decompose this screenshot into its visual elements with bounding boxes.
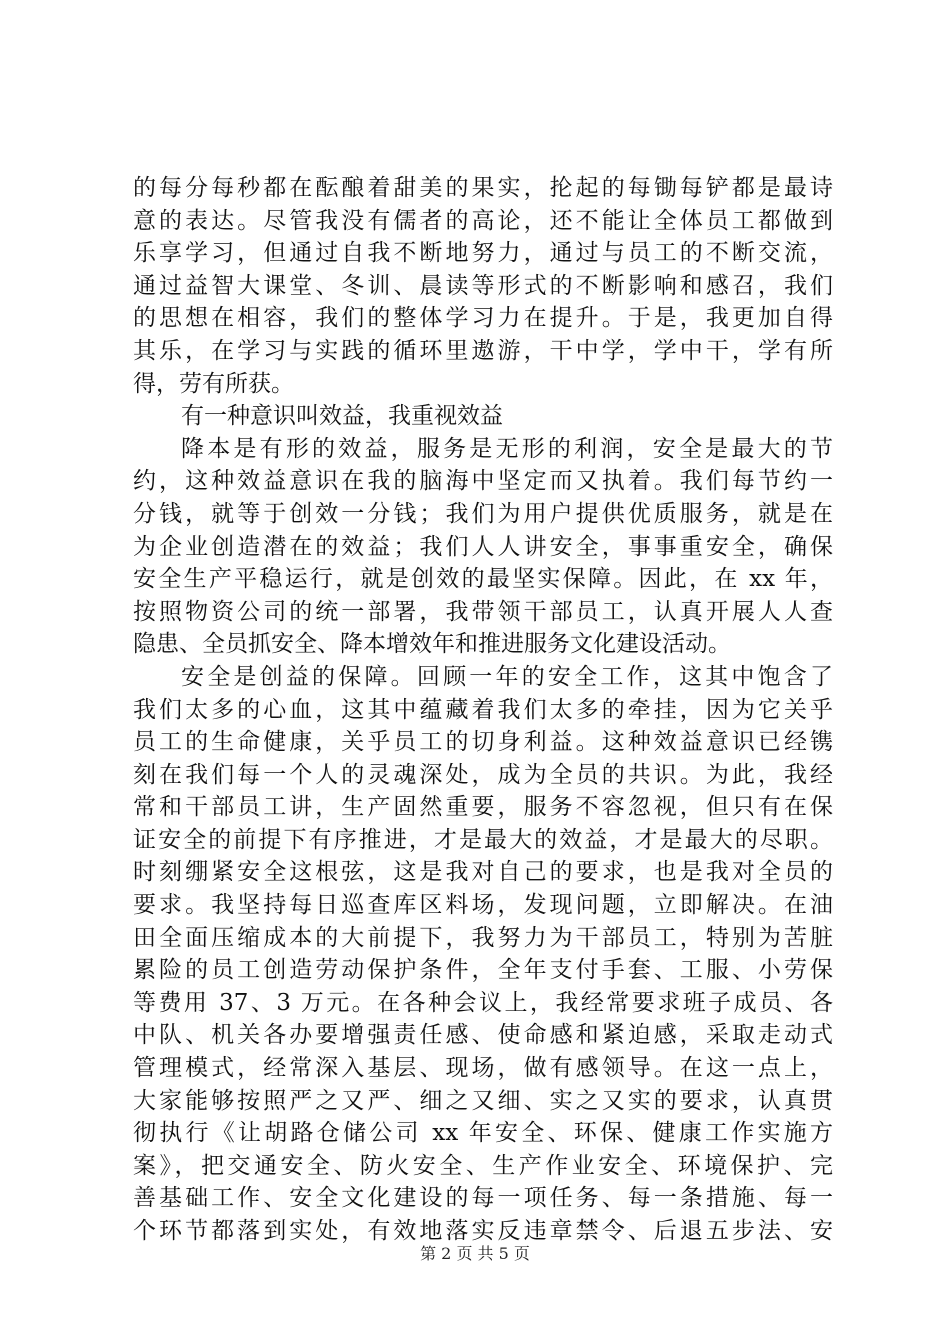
text-line: 善基础工作、安全文化建设的每一项任务、每一条措施、每一 — [133, 1185, 833, 1212]
text-line: 其乐，在学习与实践的循环里遨游，干中学，学中干，学有所 — [133, 337, 833, 364]
text-line: 大家能够按照严之又严、细之又细、实之又实的要求，认真贯 — [133, 1087, 833, 1114]
text-line: 员工的生命健康，关乎员工的切身利益。这种效益意识已经镌 — [133, 729, 833, 756]
text-line: 有一种意识叫效益，我重视效益 — [181, 403, 503, 430]
text-line: 降本是有形的效益，服务是无形的利润，安全是最大的节 — [181, 435, 833, 462]
text-line: 累险的员工创造劳动保护条件，全年支付手套、工服、小劳保 — [133, 957, 833, 984]
page-footer: 第 2 页 共 5 页 — [420, 1244, 530, 1263]
text-line: 安全生产平稳运行，就是创效的最坚实保障。因此，在 xx 年， — [133, 566, 833, 593]
text-line: 按照物资公司的统一部署，我带领干部员工，认真开展人人查 — [133, 598, 833, 625]
text-line: 个环节都落到实处，有效地落实反违章禁令、后退五步法、安 — [133, 1218, 833, 1244]
text-line: 田全面压缩成本的大前提下，我努力为干部员工，特别为苦脏 — [133, 924, 833, 951]
text-line: 为企业创造潜在的效益；我们人人讲安全，事事重安全，确保 — [133, 533, 833, 560]
text-line: 隐患、全员抓安全、降本增效年和推进服务文化建设活动。 — [133, 631, 731, 658]
text-line: 刻在我们每一个人的灵魂深处，成为全员的共识。为此，我经 — [133, 761, 833, 788]
text-line: 乐享学习，但通过自我不断地努力，通过与员工的不断交流， — [133, 240, 833, 267]
text-line: 要求。我坚持每日巡查库区料场，发现问题，立即解决。在油 — [133, 892, 833, 919]
text-line: 安全是创益的保障。回顾一年的安全工作，这其中饱含了 — [181, 663, 833, 690]
text-line: 约，这种效益意识在我的脑海中坚定而又执着。我们每节约一 — [133, 468, 833, 495]
text-line: 通过益智大课堂、冬训、晨读等形式的不断影响和感召，我们 — [133, 272, 833, 299]
text-line: 分钱，就等于创效一分钱；我们为用户提供优质服务，就是在 — [133, 500, 833, 527]
text-line: 彻执行《让胡路仓储公司 xx 年安全、环保、健康工作实施方 — [133, 1120, 833, 1147]
text-line: 等费用 37、3 万元。在各种会议上，我经常要求班子成员、各 — [133, 989, 833, 1016]
text-line: 我们太多的心血，这其中蕴藏着我们太多的牵挂，因为它关乎 — [133, 696, 833, 723]
text-line: 中队、机关各办要增强责任感、使命感和紧迫感，采取走动式 — [133, 1022, 833, 1049]
text-line: 意的表达。尽管我没有儒者的高论，还不能让全体员工都做到 — [133, 207, 833, 234]
text-line: 案》，把交通安全、防火安全、生产作业安全、环境保护、完 — [133, 1152, 833, 1179]
text-line: 的思想在相容，我们的整体学习力在提升。于是，我更加自得 — [133, 305, 833, 332]
body-text — [133, 172, 833, 1248]
text-line: 管理模式，经常深入基层、现场，做有感领导。在这一点上， — [133, 1055, 833, 1082]
text-line: 常和干部员工讲，生产固然重要，服务不容忽视，但只有在保 — [133, 794, 833, 821]
text-line: 时刻绷紧安全这根弦，这是我对自己的要求，也是我对全员的 — [133, 859, 833, 886]
text-line: 得，劳有所获。 — [133, 370, 294, 397]
text-line: 证安全的前提下有序推进，才是最大的效益，才是最大的尽职。 — [133, 826, 833, 853]
text-line: 的每分每秒都在酝酿着甜美的果实，抡起的每锄每铲都是最诗 — [133, 175, 833, 201]
